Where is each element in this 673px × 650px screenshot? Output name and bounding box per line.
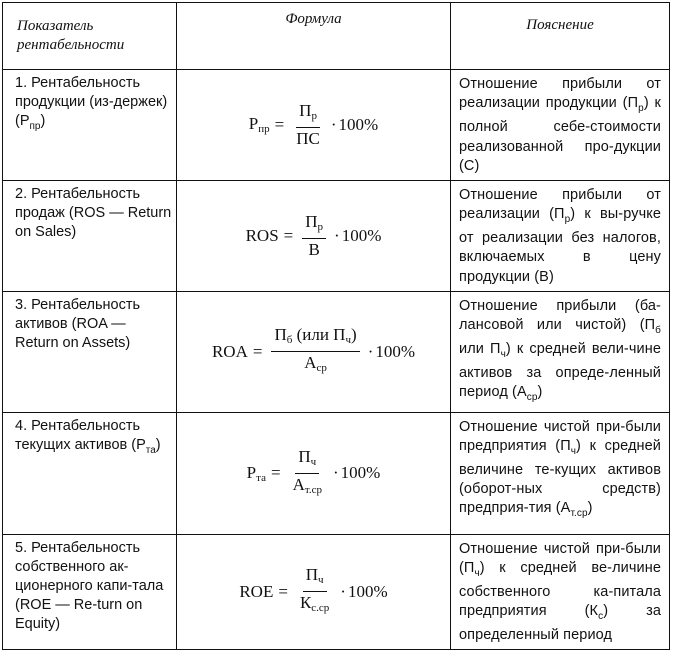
fraction <box>297 565 332 618</box>
fraction <box>271 325 359 378</box>
formula-cell <box>177 291 451 412</box>
indicator-cell: 1. Рентабельность продукции (из-держек) $(Р_{пр})$ <box>3 70 177 181</box>
header-explanation: Пояснение <box>451 3 670 70</box>
numerator: $П_р$ <box>302 212 326 239</box>
table-row <box>3 70 670 181</box>
header-row <box>3 3 670 70</box>
denominator: $К_{с.ср}$ <box>299 593 330 615</box>
fraction <box>302 212 326 260</box>
fraction <box>290 447 325 500</box>
formula-cell <box>177 412 451 534</box>
table-row <box>3 291 670 412</box>
explanation-cell: Отношение прибыли от реализации $(П_р)$ к вы-ручке от реализации без налогов, включаемых в цену продукции (В) <box>451 180 670 291</box>
header-formula: Формула <box>177 3 451 70</box>
denominator: $А_{ср}$ <box>304 353 327 375</box>
explanation-cell: Отношение чистой при-были $(П_ч)$ к средней ве-личине собственного ка-питала предприятия $(К_с)$ за определенный период <box>451 534 670 650</box>
indicator-cell: 3. Рентабельность активов (ROA — Return on Assets) <box>3 291 177 412</box>
formula-cell <box>177 180 451 291</box>
profitability-table <box>2 2 670 650</box>
header-indicator: Показатель рентабельности <box>3 3 177 70</box>
numerator: $П_ч$ <box>295 447 319 474</box>
formula-cell <box>177 534 451 650</box>
formula: ROS = $\frac{П_р}{В}$ · 100% <box>245 211 382 259</box>
explanation-cell: Отношение прибыли от реализации продукции $(П_р)$ к полной себе-стоимости реализованной про-дукции (С) <box>451 70 670 181</box>
denominator: В <box>308 239 320 259</box>
formula: $Р_{та}$ = $\frac{П_ч}{А_{т.ср}}$ · 100% <box>247 447 381 500</box>
indicator-cell: 2. Рентабельность продаж (ROS — Return on Sales) <box>3 180 177 291</box>
explanation-cell: Отношение прибыли (ба-лансовой или чистой) ($П_б$ или $П_ч$) к средней вели-чине активов за опреде-ленный период $(А_{ср})$ <box>451 291 670 412</box>
numerator: $П_ч$ <box>303 565 327 592</box>
fraction <box>293 101 323 149</box>
indicator-cell: 5. Рентабельность собственного ак-ционерного капи-тала (ROE — Re-turn on Equity) <box>3 534 177 650</box>
numerator: $П_б$ (или $П_ч$) <box>271 325 359 352</box>
formula: $Р_{пр}$ = $\frac{П_р}{ПС}$ · 100% <box>248 100 379 148</box>
denominator: ПС <box>296 128 320 148</box>
explanation-cell: Отношение чистой при-были предприятия $(П_ч)$ к средней величине те-кущих активов (оборот-ных средств) предприя-тия $(А_{т.ср})$ <box>451 412 670 534</box>
numerator: $П_р$ <box>296 101 320 128</box>
denominator: $А_{т.ср}$ <box>292 474 322 496</box>
table-row <box>3 412 670 534</box>
formula: ROE = $\frac{П_ч}{К_{с.ср}}$ · 100% <box>239 565 387 618</box>
table-row <box>3 180 670 291</box>
formula: ROA = $\frac{П_б (или П_ч)}{А_{ср}}$ · 100% <box>212 325 415 378</box>
table-row <box>3 534 670 650</box>
indicator-cell: 4. Рентабельность текущих активов $(Р_{та})$ <box>3 412 177 534</box>
formula-cell <box>177 70 451 181</box>
